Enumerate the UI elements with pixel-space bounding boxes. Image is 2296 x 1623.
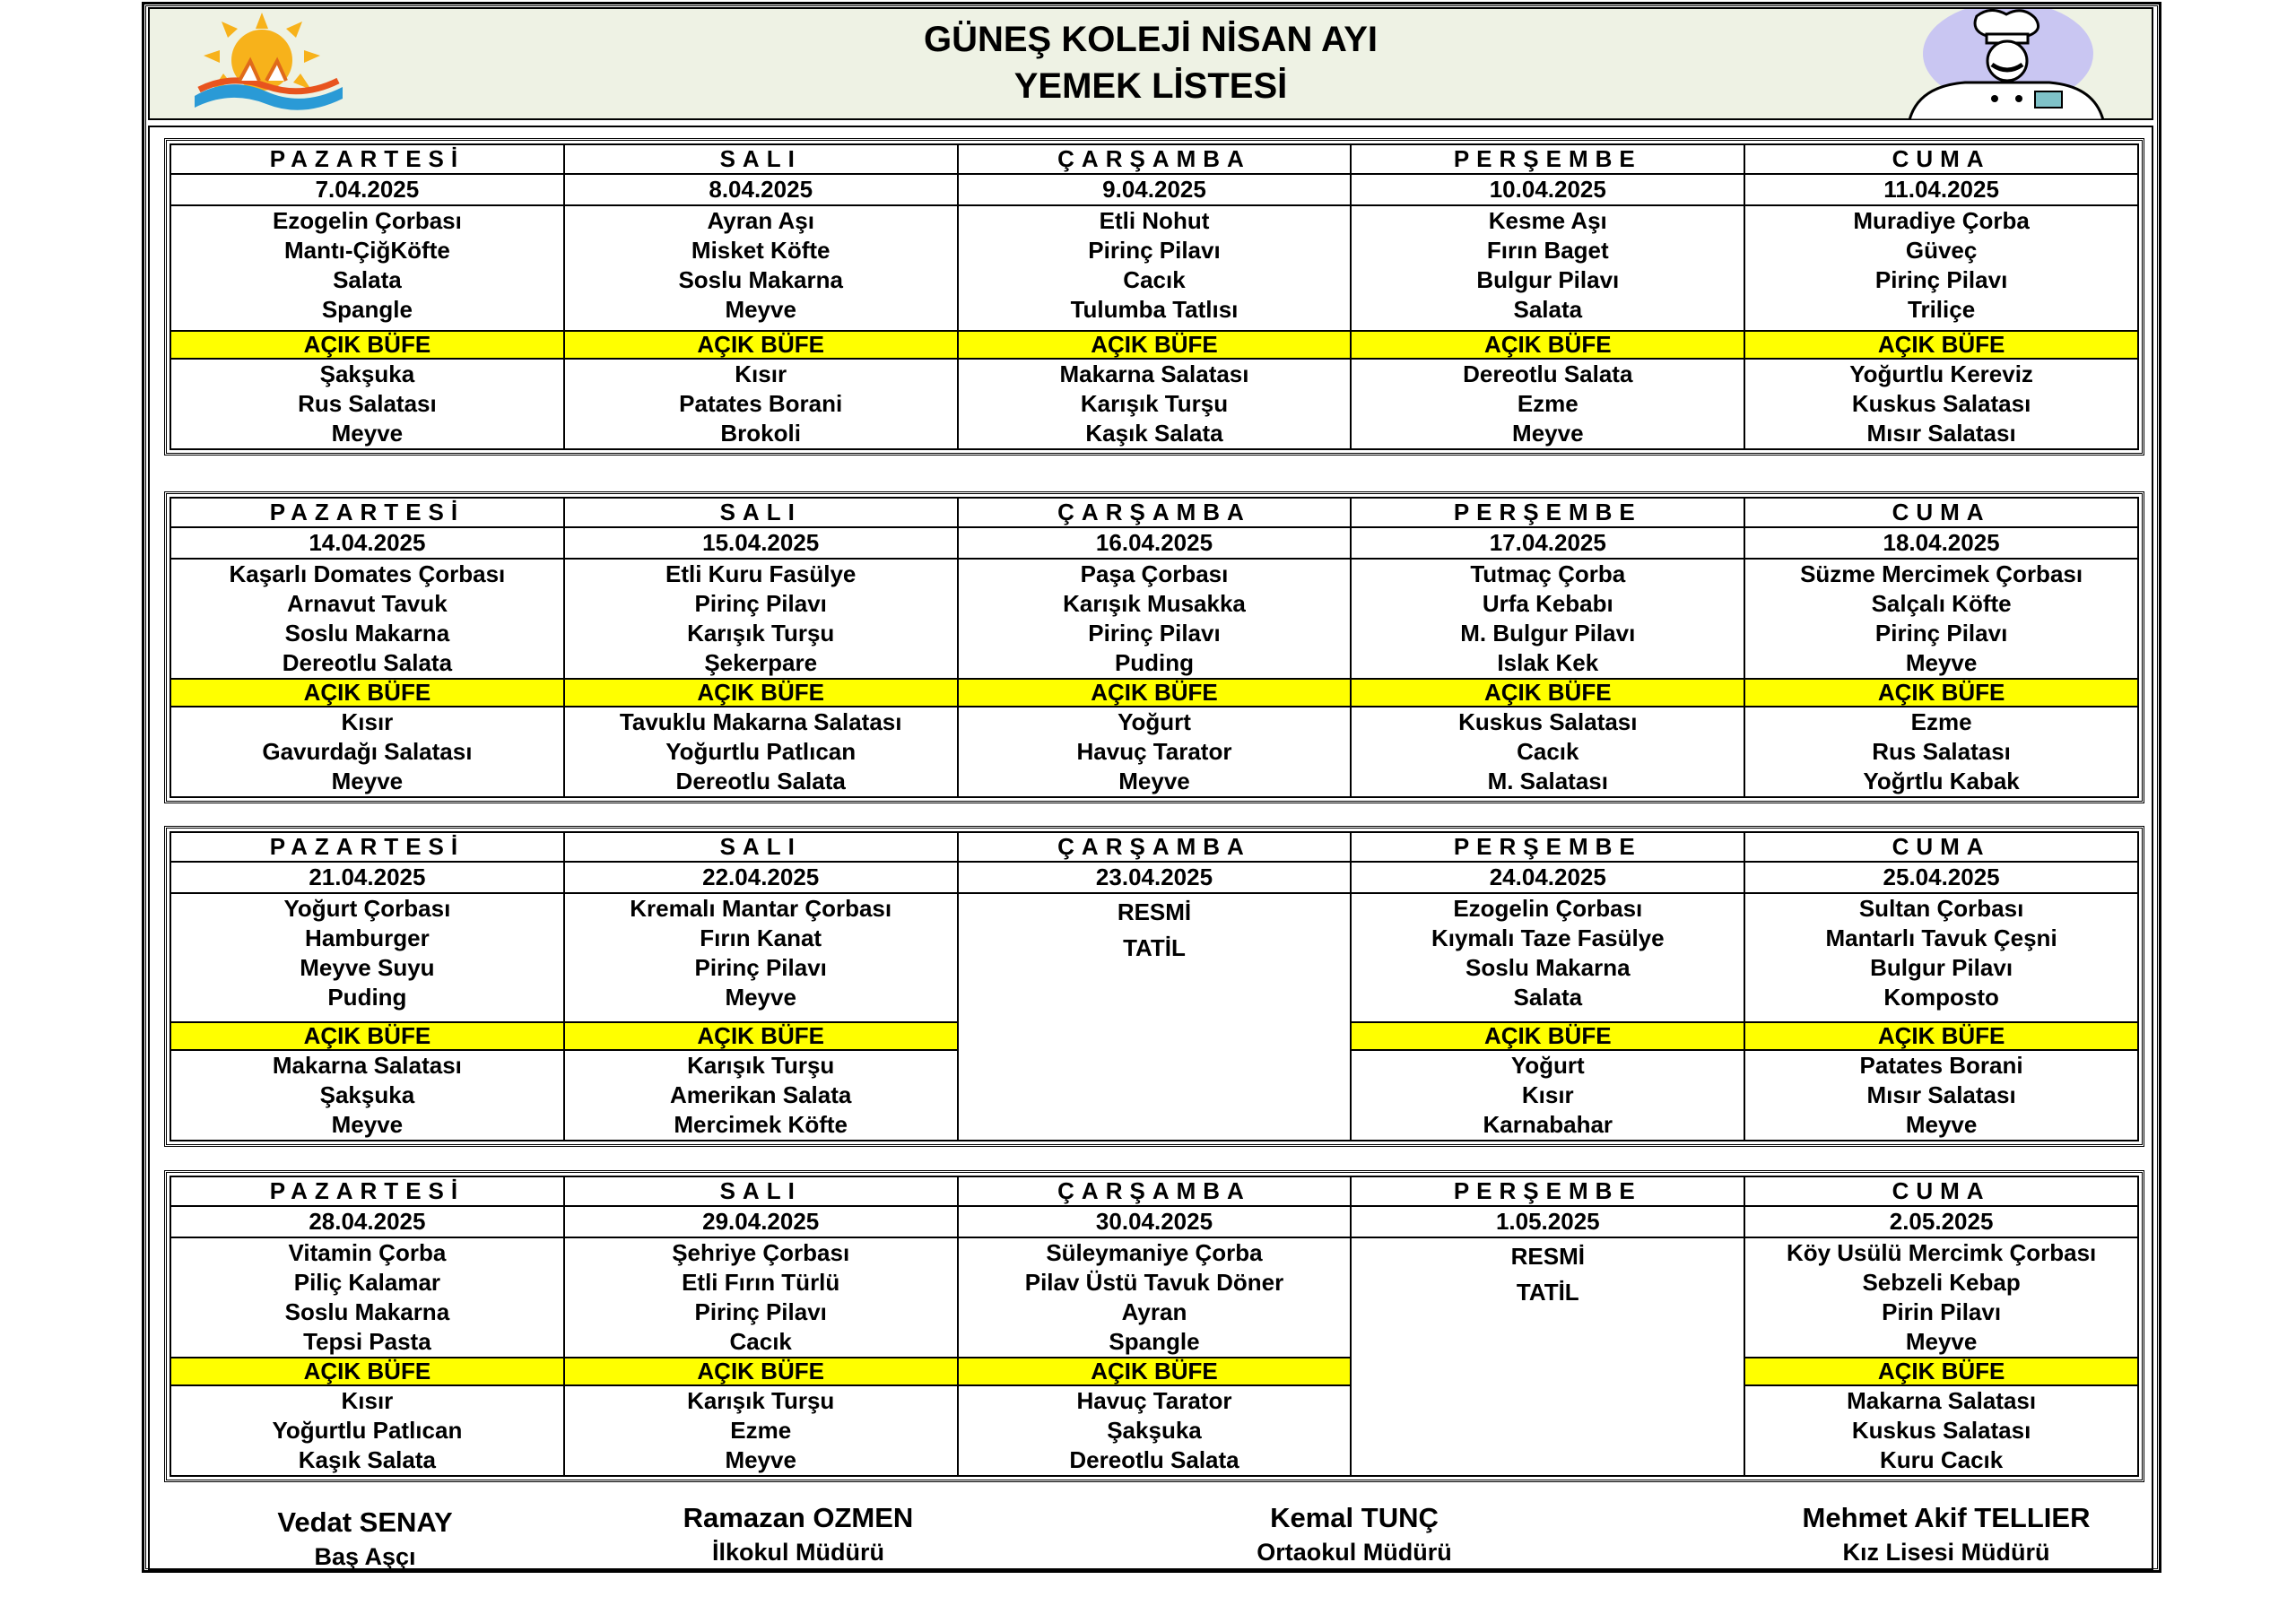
meal-cell bbox=[170, 1237, 564, 1358]
buffet-item: Karnabahar bbox=[1483, 1111, 1613, 1138]
buffet-item: Meyve bbox=[1512, 420, 1584, 447]
buffet-cell bbox=[564, 359, 958, 449]
buffet-item: Ezme bbox=[1910, 708, 1972, 735]
signature-role: İlkokul Müdürü bbox=[712, 1539, 884, 1566]
day-name: PERŞEMBE bbox=[1351, 832, 1744, 862]
buffet-item: Yoğurt bbox=[1510, 1052, 1585, 1079]
meal-item: Pirinç Pilavı bbox=[694, 1298, 827, 1325]
meal-item: Hamburger bbox=[305, 924, 430, 951]
open-buffet-label: AÇIK BÜFE bbox=[564, 1022, 958, 1050]
meal-item: Pirinç Pilavı bbox=[694, 954, 827, 981]
day-date: 2.05.2025 bbox=[1744, 1206, 2138, 1237]
meal-item: Spangle bbox=[1109, 1328, 1200, 1355]
buffet-item: Kısır bbox=[735, 360, 787, 387]
buffet-cell bbox=[1744, 359, 2138, 449]
buffet-item: Meyve bbox=[1905, 1111, 1978, 1138]
day-date: 16.04.2025 bbox=[958, 527, 1352, 559]
meal-item: Pirinç Pilavı bbox=[1874, 620, 2008, 647]
day-date: 11.04.2025 bbox=[1744, 174, 2138, 205]
open-buffet-label: AÇIK BÜFE bbox=[958, 331, 1352, 359]
meal-item: Ezogelin Çorbası bbox=[1453, 895, 1643, 922]
chef-illustration-icon bbox=[1892, 9, 2116, 120]
buffet-cell bbox=[1351, 707, 1744, 797]
meal-item: Karışık Musakka bbox=[1063, 590, 1246, 617]
meal-item: Süzme Mercimek Çorbası bbox=[1800, 560, 2083, 587]
buffet-cell bbox=[1351, 1050, 1744, 1141]
buffet-item: Kısır bbox=[341, 1387, 394, 1414]
meal-cell bbox=[170, 893, 564, 1022]
buffet-item: Ezme bbox=[1517, 390, 1578, 417]
holiday-label: RESMİ bbox=[1117, 898, 1192, 925]
meal-item: Urfa Kebabı bbox=[1482, 590, 1613, 617]
meal-item: Fırın Baget bbox=[1486, 237, 1609, 264]
meal-item: Vitamin Çorba bbox=[288, 1239, 447, 1266]
buffet-item: Havuç Tarator bbox=[1076, 1387, 1232, 1414]
buffet-item: Patates Borani bbox=[1859, 1052, 2023, 1079]
meal-cell bbox=[170, 205, 564, 331]
day-name: PAZARTESİ bbox=[170, 498, 564, 527]
meal-item: Meyve bbox=[725, 984, 796, 1011]
meal-item: M. Bulgur Pilavı bbox=[1460, 620, 1636, 647]
meal-item: Kaşarlı Domates Çorbası bbox=[229, 560, 506, 587]
meal-item: Salata bbox=[333, 266, 402, 293]
day-date: 18.04.2025 bbox=[1744, 527, 2138, 559]
meal-item: Islak Kek bbox=[1497, 649, 1599, 676]
buffet-item: Kuru Cacık bbox=[1879, 1446, 2004, 1473]
day-name: ÇARŞAMBA bbox=[958, 832, 1352, 862]
buffet-item: Kısır bbox=[1521, 1081, 1574, 1108]
buffet-item: Yoğurtlu Patlıcan bbox=[272, 1417, 463, 1444]
meal-item: Kesme Aşı bbox=[1488, 207, 1607, 234]
buffet-item: Kuskus Salatası bbox=[1851, 390, 2031, 417]
buffet-cell bbox=[1744, 1385, 2138, 1476]
day-name: PERŞEMBE bbox=[1351, 144, 1744, 174]
meal-item: Meyve bbox=[725, 296, 796, 323]
buffet-item: M. Salatası bbox=[1487, 768, 1608, 794]
meal-cell bbox=[564, 893, 958, 1022]
buffet-cell bbox=[1744, 1050, 2138, 1141]
open-buffet-label: AÇIK BÜFE bbox=[1351, 1022, 1744, 1050]
buffet-item: Tavuklu Makarna Salatası bbox=[619, 708, 902, 735]
meal-item: Puding bbox=[327, 984, 407, 1011]
meal-cell bbox=[958, 205, 1352, 331]
signature-name: Mehmet Akif TELLIER bbox=[1802, 1502, 2091, 1533]
meal-item: Mantarlı Tavuk Çeşni bbox=[1825, 924, 2057, 951]
meal-item: Puding bbox=[1114, 649, 1195, 676]
signature-chef bbox=[235, 1505, 495, 1573]
buffet-item: Kuskus Salatası bbox=[1458, 708, 1638, 735]
day-name: CUMA bbox=[1744, 1176, 2138, 1206]
signature-girls-highschool-principal bbox=[1767, 1500, 2126, 1568]
day-date: 14.04.2025 bbox=[170, 527, 564, 559]
day-date: 28.04.2025 bbox=[170, 1206, 564, 1237]
meal-item: Ezogelin Çorbası bbox=[272, 207, 462, 234]
meal-item: Bulgur Pilavı bbox=[1870, 954, 2013, 981]
meal-item: Pirinç Pilavı bbox=[1088, 620, 1221, 647]
meal-cell bbox=[1744, 893, 2138, 1022]
meal-item: Tepsi Pasta bbox=[303, 1328, 431, 1355]
menu-table bbox=[170, 143, 2139, 450]
meal-item: Muradiye Çorba bbox=[1853, 207, 2030, 234]
day-date: 17.04.2025 bbox=[1351, 527, 1744, 559]
meal-cell bbox=[958, 1237, 1352, 1358]
meal-item: Tutmaç Çorba bbox=[1470, 560, 1626, 587]
open-buffet-label: AÇIK BÜFE bbox=[564, 679, 958, 707]
buffet-cell bbox=[958, 359, 1352, 449]
week-table bbox=[164, 1170, 2144, 1482]
day-name: ÇARŞAMBA bbox=[958, 498, 1352, 527]
meal-item: Etli Nohut bbox=[1099, 207, 1210, 234]
open-buffet-label: AÇIK BÜFE bbox=[170, 331, 564, 359]
signature-primary-principal bbox=[655, 1500, 942, 1568]
meal-cell bbox=[1744, 559, 2138, 679]
meal-item: Dereotlu Salata bbox=[282, 649, 453, 676]
meal-item: Etli Fırın Türlü bbox=[682, 1269, 840, 1296]
buffet-item: Patates Borani bbox=[679, 390, 843, 417]
meal-cell bbox=[564, 559, 958, 679]
day-name: PAZARTESİ bbox=[170, 144, 564, 174]
meal-item: Bulgur Pilavı bbox=[1476, 266, 1620, 293]
buffet-cell bbox=[170, 1385, 564, 1476]
day-name: ÇARŞAMBA bbox=[958, 1176, 1352, 1206]
day-name: ÇARŞAMBA bbox=[958, 144, 1352, 174]
meal-item: Şehriye Çorbası bbox=[672, 1239, 850, 1266]
meal-item: Piliç Kalamar bbox=[293, 1269, 441, 1296]
signature-role: Kız Lisesi Müdürü bbox=[1842, 1539, 2050, 1566]
signature-name: Vedat SENAY bbox=[277, 1506, 453, 1538]
week-table bbox=[164, 826, 2144, 1147]
signature-name: Kemal TUNÇ bbox=[1270, 1502, 1439, 1533]
buffet-item: Mercimek Köfte bbox=[674, 1111, 848, 1138]
meal-cell bbox=[958, 559, 1352, 679]
day-date: 25.04.2025 bbox=[1744, 862, 2138, 893]
holiday-label: TATİL bbox=[1123, 934, 1186, 961]
buffet-item: Dereotlu Salata bbox=[1069, 1446, 1239, 1473]
meal-cell bbox=[170, 559, 564, 679]
buffet-item: Kısır bbox=[341, 708, 394, 735]
meal-item: Pirinç Pilavı bbox=[694, 590, 827, 617]
signature-middle-principal bbox=[1220, 1500, 1489, 1568]
buffet-item: Şakşuka bbox=[1107, 1417, 1202, 1444]
meal-item: Fırın Kanat bbox=[700, 924, 822, 951]
meal-item: Etli Kuru Fasülye bbox=[665, 560, 857, 587]
meal-item: Komposto bbox=[1883, 984, 1999, 1011]
meal-item: Ayran Aşı bbox=[707, 207, 814, 234]
buffet-item: Karışık Turşu bbox=[687, 1387, 835, 1414]
meal-item: Soslu Makarna bbox=[284, 620, 450, 647]
holiday-cell bbox=[958, 893, 1352, 1141]
day-date: 9.04.2025 bbox=[958, 174, 1352, 205]
open-buffet-label: AÇIK BÜFE bbox=[958, 1358, 1352, 1385]
buffet-item: Mısır Salatası bbox=[1866, 420, 2016, 447]
day-name: SALI bbox=[564, 1176, 958, 1206]
buffet-item: Cacık bbox=[1517, 738, 1579, 765]
day-date: 10.04.2025 bbox=[1351, 174, 1744, 205]
buffet-item: Kuskus Salatası bbox=[1851, 1417, 2031, 1444]
open-buffet-label: AÇIK BÜFE bbox=[1351, 679, 1744, 707]
day-name: SALI bbox=[564, 498, 958, 527]
buffet-cell bbox=[564, 1050, 958, 1141]
meal-item: Salata bbox=[1513, 296, 1583, 323]
buffet-cell bbox=[564, 707, 958, 797]
week-table bbox=[164, 138, 2144, 456]
open-buffet-label: AÇIK BÜFE bbox=[1744, 1022, 2138, 1050]
buffet-item: Yoğurt bbox=[1118, 708, 1191, 735]
open-buffet-label: AÇIK BÜFE bbox=[1351, 331, 1744, 359]
meal-item: Cacık bbox=[1123, 266, 1186, 293]
meal-item: Köy Usülü Mercimk Çorbası bbox=[1786, 1239, 2097, 1266]
meal-cell bbox=[1351, 205, 1744, 331]
meal-item: Sebzeli Kebap bbox=[1862, 1269, 2021, 1296]
buffet-item: Brokoli bbox=[720, 420, 801, 447]
buffet-item: Dereotlu Salata bbox=[675, 768, 846, 794]
buffet-item: Şakşuka bbox=[319, 360, 415, 387]
buffet-cell bbox=[1744, 707, 2138, 797]
buffet-item: Şakşuka bbox=[319, 1081, 415, 1108]
buffet-cell bbox=[170, 1050, 564, 1141]
meal-item: Karışık Turşu bbox=[687, 620, 835, 647]
open-buffet-label: AÇIK BÜFE bbox=[170, 679, 564, 707]
buffet-item: Havuç Tarator bbox=[1076, 738, 1232, 765]
meal-item: Salçalı Köfte bbox=[1871, 590, 2012, 617]
day-date: 22.04.2025 bbox=[564, 862, 958, 893]
meal-item: Mantı-ÇiğKöfte bbox=[283, 237, 450, 264]
open-buffet-label: AÇIK BÜFE bbox=[564, 331, 958, 359]
holiday-label: RESMİ bbox=[1510, 1243, 1585, 1270]
open-buffet-label: AÇIK BÜFE bbox=[1744, 679, 2138, 707]
day-name: CUMA bbox=[1744, 144, 2138, 174]
day-name: PAZARTESİ bbox=[170, 1176, 564, 1206]
buffet-item: Meyve bbox=[1118, 768, 1190, 794]
page-title-line2: YEMEK LİSTESİ bbox=[1013, 66, 1288, 106]
day-date: 23.04.2025 bbox=[958, 862, 1352, 893]
meal-item: Ayran bbox=[1121, 1298, 1187, 1325]
meal-item: Soslu Makarna bbox=[1465, 954, 1631, 981]
signature-role: Ortaokul Müdürü bbox=[1257, 1539, 1452, 1566]
holiday-label: TATİL bbox=[1516, 1279, 1579, 1306]
buffet-item: Rus Salatası bbox=[1872, 738, 2011, 765]
meal-item: Meyve Suyu bbox=[300, 954, 435, 981]
meal-item: Kremalı Mantar Çorbası bbox=[630, 895, 892, 922]
buffet-cell bbox=[170, 707, 564, 797]
buffet-item: Mısır Salatası bbox=[1866, 1081, 2016, 1108]
buffet-item: Makarna Salatası bbox=[272, 1052, 462, 1079]
buffet-item: Makarna Salatası bbox=[1059, 360, 1249, 387]
day-name: PERŞEMBE bbox=[1351, 498, 1744, 527]
meal-cell bbox=[1744, 205, 2138, 331]
buffet-item: Meyve bbox=[725, 1446, 796, 1473]
buffet-item: Rus Salatası bbox=[298, 390, 437, 417]
buffet-item: Meyve bbox=[331, 1111, 404, 1138]
meal-item: Paşa Çorbası bbox=[1080, 560, 1229, 587]
buffet-item: Karışık Turşu bbox=[1080, 390, 1229, 417]
buffet-item: Karışık Turşu bbox=[687, 1052, 835, 1079]
meal-item: Soslu Makarna bbox=[678, 266, 843, 293]
day-name: PERŞEMBE bbox=[1351, 1176, 1744, 1206]
meal-item: Arnavut Tavuk bbox=[287, 590, 448, 617]
signature-name: Ramazan OZMEN bbox=[683, 1502, 914, 1533]
day-date: 21.04.2025 bbox=[170, 862, 564, 893]
meal-item: Tulumba Tatlısı bbox=[1070, 296, 1239, 323]
holiday-cell bbox=[1351, 1237, 1744, 1476]
buffet-item: Kaşık Salata bbox=[298, 1446, 436, 1473]
menu-table bbox=[170, 1176, 2139, 1477]
open-buffet-label: AÇIK BÜFE bbox=[958, 679, 1352, 707]
day-date: 8.04.2025 bbox=[564, 174, 958, 205]
day-name: CUMA bbox=[1744, 832, 2138, 862]
meal-item: Kıymalı Taze Fasülye bbox=[1431, 924, 1665, 951]
buffet-item: Amerikan Salata bbox=[670, 1081, 852, 1108]
day-date: 29.04.2025 bbox=[564, 1206, 958, 1237]
buffet-cell bbox=[1351, 359, 1744, 449]
page-title-line1: GÜNEŞ KOLEJİ NİSAN AYI bbox=[923, 20, 1378, 59]
buffet-item: Makarna Salatası bbox=[1847, 1387, 2037, 1414]
meal-item: Şekerpare bbox=[704, 649, 818, 676]
buffet-cell bbox=[564, 1385, 958, 1476]
meal-cell bbox=[1744, 1237, 2138, 1358]
meal-item: Güveç bbox=[1905, 237, 1978, 264]
meal-item: Spangle bbox=[321, 296, 413, 323]
meal-item: Pirinç Pilavı bbox=[1874, 266, 2008, 293]
signature-role: Baş Aşçı bbox=[314, 1543, 416, 1570]
buffet-item: Meyve bbox=[331, 420, 404, 447]
meal-cell bbox=[1351, 893, 1744, 1022]
meal-item: Meyve bbox=[1905, 649, 1978, 676]
buffet-cell bbox=[170, 359, 564, 449]
day-date: 7.04.2025 bbox=[170, 174, 564, 205]
week-table bbox=[164, 491, 2144, 803]
menu-table bbox=[170, 831, 2139, 1141]
buffet-item: Ezme bbox=[730, 1417, 792, 1444]
open-buffet-label: AÇIK BÜFE bbox=[170, 1022, 564, 1050]
day-name: CUMA bbox=[1744, 498, 2138, 527]
meal-item: Sultan Çorbası bbox=[1858, 895, 2024, 922]
meal-item: Soslu Makarna bbox=[284, 1298, 450, 1325]
meal-cell bbox=[564, 1237, 958, 1358]
meal-item: Misket Köfte bbox=[691, 237, 831, 264]
buffet-item: Dereotlu Salata bbox=[1463, 360, 1633, 387]
buffet-cell bbox=[958, 1385, 1352, 1476]
buffet-item: Meyve bbox=[331, 768, 404, 794]
meal-item: Pilav Üstü Tavuk Döner bbox=[1024, 1269, 1284, 1296]
meal-item: Cacık bbox=[729, 1328, 792, 1355]
buffet-item: Yoğurtlu Patlıcan bbox=[665, 738, 857, 765]
meal-item: Süleymaniye Çorba bbox=[1046, 1239, 1263, 1266]
buffet-item: Kaşık Salata bbox=[1085, 420, 1223, 447]
buffet-item: Yoğurtlu Kereviz bbox=[1849, 360, 2033, 387]
day-date: 24.04.2025 bbox=[1351, 862, 1744, 893]
buffet-item: Yoğrtlu Kabak bbox=[1863, 768, 2020, 794]
meal-item: Pirinç Pilavı bbox=[1088, 237, 1221, 264]
day-date: 15.04.2025 bbox=[564, 527, 958, 559]
menu-table bbox=[170, 497, 2139, 798]
day-name: PAZARTESİ bbox=[170, 832, 564, 862]
meal-item: Triliçe bbox=[1908, 296, 1976, 323]
meal-item: Meyve bbox=[1905, 1328, 1978, 1355]
buffet-cell bbox=[958, 707, 1352, 797]
page-header bbox=[148, 7, 2153, 120]
meal-cell bbox=[564, 205, 958, 331]
day-name: SALI bbox=[564, 832, 958, 862]
meal-item: Salata bbox=[1513, 984, 1583, 1011]
open-buffet-label: AÇIK BÜFE bbox=[1744, 1358, 2138, 1385]
day-date: 1.05.2025 bbox=[1351, 1206, 1744, 1237]
open-buffet-label: AÇIK BÜFE bbox=[170, 1358, 564, 1385]
meal-item: Pirin Pilavı bbox=[1882, 1298, 2002, 1325]
open-buffet-label: AÇIK BÜFE bbox=[564, 1358, 958, 1385]
buffet-item: Gavurdağı Salatası bbox=[262, 738, 473, 765]
open-buffet-label: AÇIK BÜFE bbox=[1744, 331, 2138, 359]
day-date: 30.04.2025 bbox=[958, 1206, 1352, 1237]
day-name: SALI bbox=[564, 144, 958, 174]
meal-cell bbox=[1351, 559, 1744, 679]
meal-item: Yoğurt Çorbası bbox=[283, 895, 451, 922]
